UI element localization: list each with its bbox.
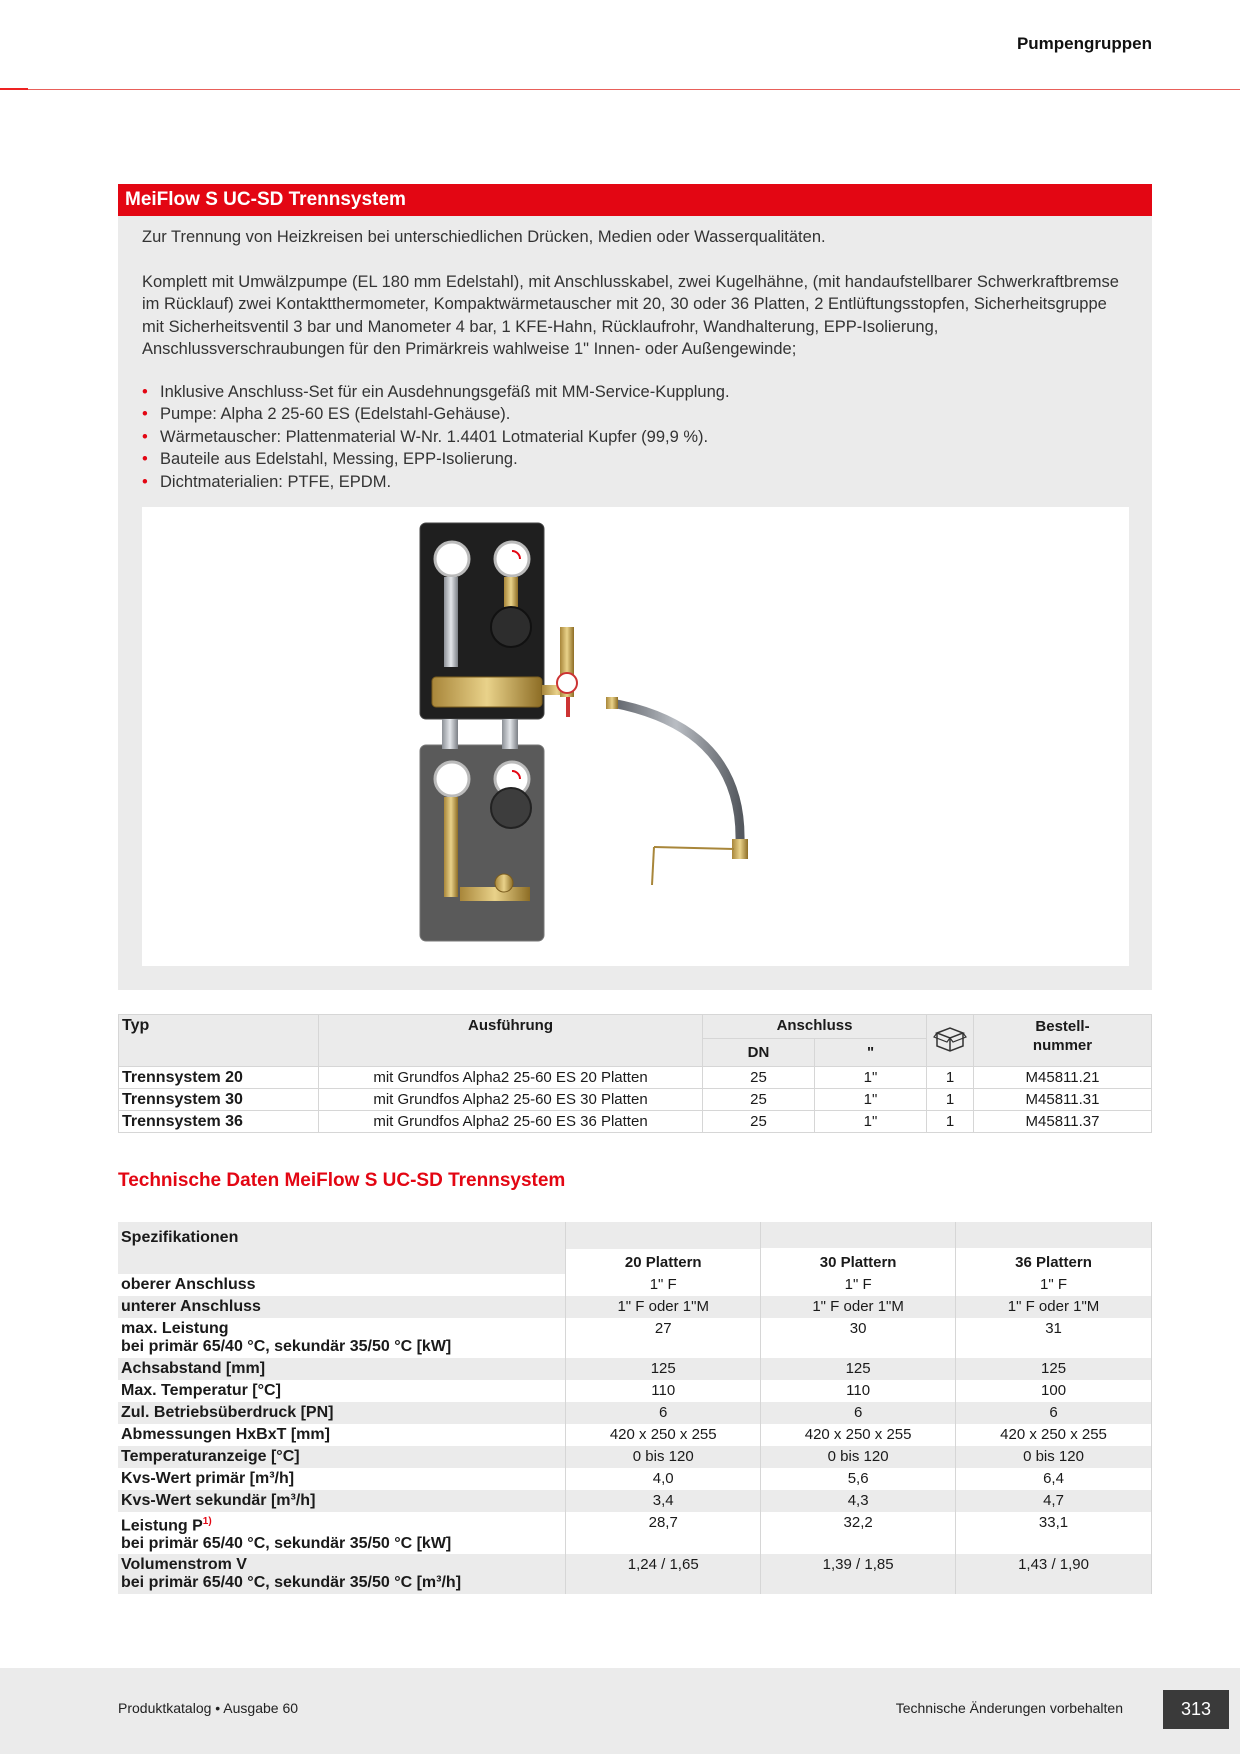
column-30-plates: 30 Plattern xyxy=(761,1248,956,1274)
row-dn: 25 xyxy=(703,1111,815,1133)
spec-row xyxy=(118,1274,1152,1296)
spec-label-sub: bei primär 65/40 °C, sekundär 35/50 °C [m³/h] xyxy=(121,1574,462,1592)
spec-label-main: Leistung P xyxy=(121,1517,203,1535)
feature-item: • Wärmetauscher: Plattenmaterial W-Nr. 1.4401 Lotmaterial Kupfer (99,9 %). xyxy=(142,426,1128,449)
product-image xyxy=(142,507,1129,966)
row-typ: Trennsystem 20 xyxy=(119,1067,319,1089)
spec-row xyxy=(118,1424,1152,1446)
column-36-plates: 36 Plattern xyxy=(956,1248,1152,1274)
spec-value: 6 xyxy=(761,1402,956,1424)
spec-value: 3,4 xyxy=(566,1490,761,1512)
spec-row xyxy=(118,1402,1152,1424)
col-anschluss: Anschluss xyxy=(703,1015,927,1039)
spec-row xyxy=(118,1554,1152,1594)
row-qty: 1 xyxy=(927,1111,974,1133)
spec-value: 1,24 / 1,65 xyxy=(566,1554,761,1594)
spec-label xyxy=(118,1318,566,1358)
col-package xyxy=(927,1015,974,1067)
spec-value: 1,43 / 1,90 xyxy=(956,1554,1152,1594)
page-number: 313 xyxy=(1163,1690,1229,1729)
row-typ: Trennsystem 30 xyxy=(119,1089,319,1111)
spec-row xyxy=(118,1296,1152,1318)
table-row xyxy=(119,1089,1152,1111)
column-20-plates: 20 Plattern xyxy=(566,1248,761,1274)
spec-value: 33,1 xyxy=(956,1512,1152,1554)
page-category-title: Pumpengruppen xyxy=(1016,34,1152,53)
spec-value: 125 xyxy=(761,1358,956,1380)
row-ausfuehrung: mit Grundfos Alpha2 25-60 ES 20 Platten xyxy=(319,1067,703,1089)
spec-label: oberer Anschluss xyxy=(118,1274,566,1296)
feature-item: • Dichtmaterialien: PTFE, EPDM. xyxy=(142,471,1128,494)
spec-label: Max. Temperatur [°C] xyxy=(118,1380,566,1402)
spec-row xyxy=(118,1358,1152,1380)
footer-disclaimer: Technische Änderungen vorbehalten xyxy=(895,1700,1123,1716)
product-section xyxy=(118,184,1152,990)
spec-value: 0 bis 120 xyxy=(761,1446,956,1468)
col-dn: DN xyxy=(703,1039,815,1067)
tech-data-title: Technische Daten MeiFlow S UC-SD Trennsystem xyxy=(118,1170,566,1191)
spec-value: 6,4 xyxy=(956,1468,1152,1490)
spec-value: 31 xyxy=(956,1318,1152,1358)
spec-label: Zul. Betriebsüberdruck [PN] xyxy=(118,1402,566,1424)
spec-label-sub: bei primär 65/40 °C, sekundär 35/50 °C [kW] xyxy=(121,1338,452,1355)
spec-label: unterer Anschluss xyxy=(118,1296,566,1318)
row-inch: 1" xyxy=(815,1089,927,1111)
row-nr: M45811.31 xyxy=(974,1089,1152,1111)
spec-value: 6 xyxy=(956,1402,1152,1424)
order-table xyxy=(118,1014,1152,1133)
table-row xyxy=(119,1067,1152,1089)
row-nr: M45811.21 xyxy=(974,1067,1152,1089)
spec-label: Kvs-Wert sekundär [m³/h] xyxy=(118,1490,566,1512)
spec-table xyxy=(118,1222,1152,1594)
feature-item: • Bauteile aus Edelstahl, Messing, EPP-Isolierung. xyxy=(142,448,1128,471)
spec-value: 420 x 250 x 255 xyxy=(566,1424,761,1446)
spec-value: 110 xyxy=(761,1380,956,1402)
spec-value: 100 xyxy=(956,1380,1152,1402)
spec-label-sub: bei primär 65/40 °C, sekundär 35/50 °C [kW] xyxy=(121,1535,452,1553)
col-bestellnummer: Bestell- nummer xyxy=(974,1015,1152,1067)
feature-item: • Pumpe: Alpha 2 25-60 ES (Edelstahl-Gehäuse). xyxy=(142,403,1128,426)
spec-value: 28,7 xyxy=(566,1512,761,1554)
spec-value: 4,7 xyxy=(956,1490,1152,1512)
spec-row xyxy=(118,1490,1152,1512)
spec-label xyxy=(118,1554,566,1594)
spec-label-main: Volumenstrom V xyxy=(121,1556,247,1574)
pump-group-illustration xyxy=(142,507,1129,966)
col-inch: " xyxy=(815,1039,927,1067)
product-description xyxy=(118,216,1152,493)
spec-row xyxy=(118,1468,1152,1490)
row-qty: 1 xyxy=(927,1067,974,1089)
spec-label xyxy=(118,1512,566,1554)
feature-item: • Inklusive Anschluss-Set für ein Ausdehnungsgefäß mit MM-Service-Kupplung. xyxy=(142,381,1128,404)
row-ausfuehrung: mit Grundfos Alpha2 25-60 ES 30 Platten xyxy=(319,1089,703,1111)
spec-label: Temperaturanzeige [°C] xyxy=(118,1446,566,1468)
spec-label: Kvs-Wert primär [m³/h] xyxy=(118,1468,566,1490)
col-ausfuehrung: Ausführung xyxy=(319,1015,703,1067)
spec-label: Achsabstand [mm] xyxy=(118,1358,566,1380)
feature-list xyxy=(142,381,1128,494)
spec-value: 125 xyxy=(956,1358,1152,1380)
spec-row xyxy=(118,1446,1152,1468)
product-title: MeiFlow S UC-SD Trennsystem xyxy=(118,184,1152,216)
spec-value: 1" F oder 1"M xyxy=(956,1296,1152,1318)
spec-value: 27 xyxy=(566,1318,761,1358)
spec-value: 1,39 / 1,85 xyxy=(761,1554,956,1594)
spec-value: 1" F oder 1"M xyxy=(761,1296,956,1318)
spec-value: 6 xyxy=(566,1402,761,1424)
spec-value: 32,2 xyxy=(761,1512,956,1554)
spec-value: 0 bis 120 xyxy=(566,1446,761,1468)
row-dn: 25 xyxy=(703,1089,815,1111)
footnote-marker: 1) xyxy=(202,1516,212,1527)
spec-value: 5,6 xyxy=(761,1468,956,1490)
header-divider-accent xyxy=(0,88,28,90)
row-qty: 1 xyxy=(927,1089,974,1111)
spec-value: 1" F xyxy=(956,1274,1152,1296)
spec-label: Abmessungen HxBxT [mm] xyxy=(118,1424,566,1446)
row-inch: 1" xyxy=(815,1067,927,1089)
col-typ: Typ xyxy=(119,1015,319,1067)
spec-value: 125 xyxy=(566,1358,761,1380)
spec-value: 420 x 250 x 255 xyxy=(761,1424,956,1446)
spec-row xyxy=(118,1512,1152,1554)
package-icon xyxy=(933,1025,967,1053)
spec-header: Spezifikationen xyxy=(118,1222,566,1248)
row-typ: Trennsystem 36 xyxy=(119,1111,319,1133)
product-intro: Zur Trennung von Heizkreisen bei unterschiedlichen Drücken, Medien oder Wasserqualitäten. xyxy=(142,228,826,246)
footer-catalog: Produktkatalog • Ausgabe 60 xyxy=(118,1700,299,1716)
spec-value: 1" F oder 1"M xyxy=(566,1296,761,1318)
spec-value: 4,0 xyxy=(566,1468,761,1490)
spec-row xyxy=(118,1318,1152,1358)
product-scope: Komplett mit Umwälzpumpe (EL 180 mm Edelstahl), mit Anschlusskabel, zwei Kugelhähne, (mit handaufstellbarer Schwerkraftbremse im Rücklauf) zwei Kontaktthermometer, Kompaktwärmetauscher mit 20, 30 oder 36 Platten, 2 Entlüftungsstopfen, Sicherheitsgruppe mit Sicherheitsventil 3 bar und Manometer 4 bar, 1 KFE-Hahn, Rücklaufrohr, Wandhalterung, EPP-Isolierung, Anschlussverschraubungen für den Primärkreis wahlweise 1" Innen- oder Außengewinde; xyxy=(142,272,1119,358)
row-inch: 1" xyxy=(815,1111,927,1133)
spec-value: 4,3 xyxy=(761,1490,956,1512)
spec-value: 110 xyxy=(566,1380,761,1402)
spec-value: 0 bis 120 xyxy=(956,1446,1152,1468)
row-dn: 25 xyxy=(703,1067,815,1089)
spec-value: 30 xyxy=(761,1318,956,1358)
spec-value: 420 x 250 x 255 xyxy=(956,1424,1152,1446)
spec-row xyxy=(118,1380,1152,1402)
row-ausfuehrung: mit Grundfos Alpha2 25-60 ES 36 Platten xyxy=(319,1111,703,1133)
spec-label-main: max. Leistung xyxy=(121,1320,229,1337)
row-nr: M45811.37 xyxy=(974,1111,1152,1133)
table-row xyxy=(119,1111,1152,1133)
spec-value: 1" F xyxy=(566,1274,761,1296)
header-divider xyxy=(0,89,1240,90)
spec-value: 1" F xyxy=(761,1274,956,1296)
